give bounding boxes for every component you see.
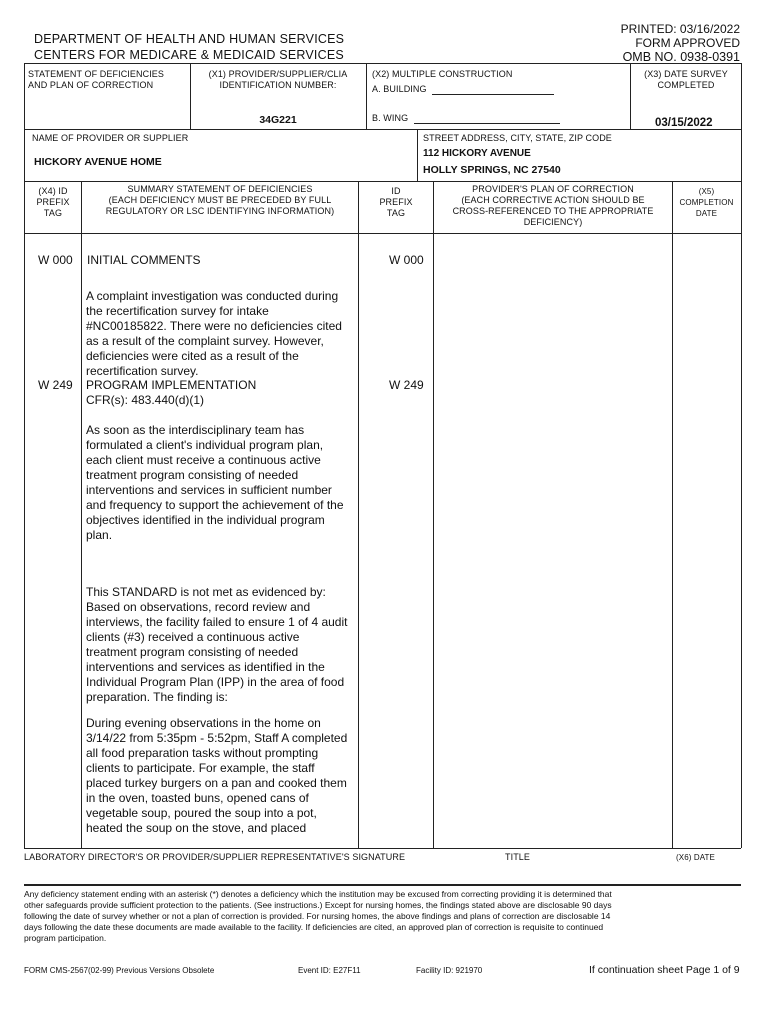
- x5-header-line-2: COMPLETION: [679, 198, 734, 207]
- statement-label-line-2: AND PLAN OF CORRECTION: [28, 80, 154, 90]
- plan-header-line-1: PROVIDER'S PLAN OF CORRECTION: [472, 184, 634, 194]
- text-line: treatment program consisting of needed: [86, 645, 299, 659]
- w249-finding: [86, 585, 356, 705]
- w249-cfr: CFR(s): 483.440(d)(1): [86, 393, 205, 407]
- text-line: each client must receive a continuous active: [86, 453, 321, 467]
- text-line: #NC00185822. There were no deficiencies cited: [86, 319, 342, 333]
- text-line: recertification survey.: [86, 364, 199, 378]
- x2-building: [372, 84, 554, 95]
- w249-title: PROGRAM IMPLEMENTATION: [86, 378, 257, 392]
- x4-header: [25, 186, 81, 219]
- text-line: Individual Program Plan (IPP) in the area of food: [86, 675, 345, 689]
- w249-tag: W 249: [38, 378, 73, 392]
- form-approved: FORM APPROVED: [635, 36, 740, 50]
- id-header-line-2: PREFIX: [379, 197, 413, 207]
- w000-body: [86, 289, 356, 379]
- building-label: A. BUILDING: [372, 84, 427, 94]
- statement-label-line-1: STATEMENT OF DEFICIENCIES: [28, 69, 165, 79]
- text-line: in the oven, toasted buns, opened cans of: [86, 791, 309, 805]
- wing-field[interactable]: [414, 123, 560, 124]
- statement-label: [28, 69, 164, 91]
- address-label: STREET ADDRESS, CITY, STATE, ZIP CODE: [423, 133, 612, 143]
- text-line: clients to participate. For example, the staff: [86, 761, 315, 775]
- text-line: treatment program consisting of needed: [86, 468, 299, 482]
- text-line: deficiencies were cited as a result of the: [86, 349, 299, 363]
- x6-date-label: (X6) DATE: [676, 853, 715, 862]
- text-line: vegetable soup, poured the soup into a pot,: [86, 806, 317, 820]
- text-line: placed turkey burgers on a pan and cooked them: [86, 776, 347, 790]
- text-line: plan.: [86, 528, 113, 542]
- omb-number: OMB NO. 0938-0391: [622, 50, 740, 64]
- x5-header: [673, 186, 740, 219]
- text-line: 3/14/22 from 5:35pm - 5:52pm, Staff A completed: [86, 731, 348, 745]
- form-meta: [621, 22, 740, 64]
- w249-observation: [86, 716, 356, 836]
- w249-standard: [86, 423, 356, 543]
- disclaimer-line: Any deficiency statement ending with an asterisk (*) denotes a deficiency which the institution may be excused from correcting providing it is determined that: [24, 889, 612, 899]
- provider-name-label: NAME OF PROVIDER OR SUPPLIER: [32, 133, 189, 143]
- signature-label: LABORATORY DIRECTOR'S OR PROVIDER/SUPPLIER REPRESENTATIVE'S SIGNATURE: [24, 852, 406, 862]
- text-line: objectives identified in the individual program: [86, 513, 325, 527]
- w000-tag: W 000: [38, 253, 73, 267]
- text-line: heated the soup on the stove, and placed: [86, 821, 307, 835]
- disclaimer-line: other safeguards provide sufficient protection to the patients. (See instructions.) Except for nursing homes, the findings stated above are disclosable 90 days: [24, 900, 612, 910]
- text-line: clients (#3) received a continuous active: [86, 630, 300, 644]
- text-line: interventions and services in sufficient number: [86, 483, 332, 497]
- text-line: During evening observations in the home on: [86, 716, 321, 730]
- agency-header: [34, 31, 344, 63]
- text-line: as a result of the complaint survey. However,: [86, 334, 324, 348]
- x4-header-line-1: (X4) ID: [38, 186, 68, 196]
- x4-header-line-2: PREFIX: [36, 197, 70, 207]
- plan-header-line-4: DEFICIENCY): [523, 217, 583, 227]
- x1-label: [192, 69, 364, 91]
- x3-label-line-2: COMPLETED: [657, 80, 715, 90]
- x3-label: [632, 69, 740, 91]
- x5-header-line-1: (X5): [698, 187, 715, 196]
- page-indicator: If continuation sheet Page 1 of 9: [589, 964, 740, 976]
- address-line-2: HOLLY SPRINGS, NC 27540: [423, 164, 561, 176]
- printed-date: PRINTED: 03/16/2022: [620, 22, 740, 36]
- text-line: formulated a client's individual program plan,: [86, 438, 324, 452]
- disclaimer: [24, 889, 740, 944]
- id-prefix-header: [359, 186, 433, 219]
- summary-header-line-2: (EACH DEFICIENCY MUST BE PRECEDED BY FULL: [108, 195, 332, 205]
- provider-id-number: 34G221: [259, 114, 297, 126]
- form-number: FORM CMS-2567(02-99) Previous Versions Obsolete: [24, 966, 215, 975]
- text-line: preparation. The finding is:: [86, 690, 228, 704]
- text-line: This STANDARD is not met as evidenced by:: [86, 585, 326, 599]
- text-line: Based on observations, record review and: [86, 600, 311, 614]
- w249-plan-tag: W 249: [389, 378, 424, 392]
- plan-header: [434, 184, 672, 228]
- x4-header-line-3: TAG: [43, 208, 63, 218]
- x2-wing: [372, 113, 560, 124]
- building-field[interactable]: [432, 94, 554, 95]
- disclaimer-line: days following the date these documents are made available to the facility. If deficiencies are cited, an approved plan of correction is requisite to continued: [24, 922, 604, 932]
- event-id: Event ID: E27F11: [298, 966, 361, 975]
- disclaimer-line: following the date of survey whether or not a plan of correction is provided. For nursing homes, the above findings and plans of correction are disclosable 14: [24, 911, 611, 921]
- facility-id: Facility ID: 921970: [416, 966, 483, 975]
- summary-header: [82, 184, 358, 217]
- x5-header-line-3: DATE: [695, 209, 718, 218]
- plan-header-line-3: CROSS-REFERENCED TO THE APPROPRIATE: [452, 206, 654, 216]
- provider-name: HICKORY AVENUE HOME: [34, 156, 162, 168]
- summary-header-line-1: SUMMARY STATEMENT OF DEFICIENCIES: [127, 184, 313, 194]
- x1-label-line-1: (X1) PROVIDER/SUPPLIER/CLIA: [208, 69, 348, 79]
- survey-date: 03/15/2022: [655, 117, 713, 129]
- text-line: interventions and services as identified in the: [86, 660, 325, 674]
- id-header-line-3: TAG: [386, 208, 406, 218]
- w249-heading: [86, 378, 356, 408]
- plan-header-line-2: (EACH CORRECTIVE ACTION SHOULD BE: [461, 195, 645, 205]
- title-label: TITLE: [505, 852, 531, 862]
- x3-label-line-1: (X3) DATE SURVEY: [644, 69, 728, 79]
- x2-label: (X2) MULTIPLE CONSTRUCTION: [372, 69, 513, 79]
- text-line: all food preparation tasks without prompting: [86, 746, 319, 760]
- summary-header-line-3: REGULATORY OR LSC IDENTIFYING INFORMATION): [105, 206, 335, 216]
- disclaimer-line: program participation.: [24, 933, 107, 943]
- text-line: the recertification survey for intake: [86, 304, 269, 318]
- text-line: As soon as the interdisciplinary team has: [86, 423, 305, 437]
- text-line: and frequency to support the achievement of the: [86, 498, 344, 512]
- text-line: A complaint investigation was conducted during: [86, 289, 339, 303]
- agency-line-2: CENTERS FOR MEDICARE & MEDICAID SERVICES: [34, 48, 344, 62]
- w000-title: INITIAL COMMENTS: [87, 253, 201, 267]
- address-line-1: 112 HICKORY AVENUE: [423, 148, 531, 159]
- id-header-line-1: ID: [391, 186, 401, 196]
- agency-line-1: DEPARTMENT OF HEALTH AND HUMAN SERVICES: [34, 32, 345, 46]
- text-line: interviews, the facility failed to ensure 1 of 4 audit: [86, 615, 348, 629]
- wing-label: B. WING: [372, 113, 409, 123]
- x1-label-line-2: IDENTIFICATION NUMBER:: [219, 80, 337, 90]
- w000-plan-tag: W 000: [389, 253, 424, 267]
